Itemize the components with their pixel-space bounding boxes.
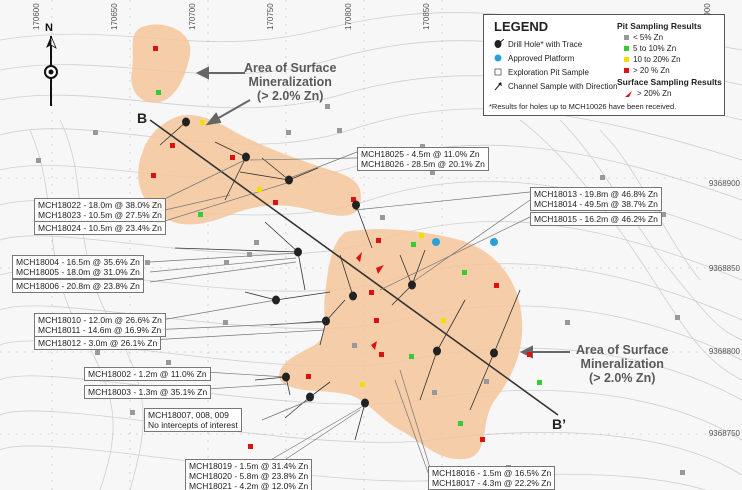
legend-item-label: > 20 % Zn — [633, 66, 670, 75]
legend-item-label: 10 to 20% Zn — [633, 55, 681, 64]
easting-label: 170600 — [32, 3, 41, 30]
legend-item-label: Exploration Pit Sample — [508, 67, 589, 77]
drill-callout — [12, 255, 144, 279]
easting-label: 170800 — [344, 3, 353, 30]
channel-arrow-icon — [492, 81, 504, 91]
legend-item — [492, 39, 582, 49]
area-label-line: (> 2.0% Zn) — [257, 89, 324, 103]
area-central — [138, 115, 361, 224]
legend-item-label: 5 to 10% Zn — [633, 44, 677, 53]
drill-callout — [530, 187, 662, 211]
callout-line: MCH18021 - 4.2m @ 12.0% Zn — [189, 481, 309, 490]
legend-pit-item — [624, 33, 663, 42]
callout-line: MCH18025 - 4.5m @ 11.0% Zn — [361, 149, 480, 159]
callout-line: MCH18026 - 28.5m @ 20.1% Zn — [361, 159, 485, 169]
legend-pit-item — [624, 55, 681, 64]
easting-label: 170850 — [422, 3, 431, 30]
callout-line: MCH18015 - 16.2m @ 46.2% Zn — [534, 214, 658, 224]
callout-line: MCH18006 - 20.8m @ 23.8% Zn — [16, 281, 140, 291]
callout-line: MCH18004 - 16.5m @ 35.6% Zn — [16, 257, 140, 267]
legend-item — [492, 53, 574, 63]
easting-label: 170700 — [188, 3, 197, 30]
drill-callout — [428, 466, 555, 490]
surface-results-header: Surface Sampling Results — [617, 77, 722, 87]
legend-item-label: Drill Hole* with Trace — [508, 39, 583, 49]
legend-surface-item — [624, 89, 671, 98]
callout-line: MCH18022 - 18.0m @ 38.0% Zn — [38, 200, 162, 210]
north-arrow — [38, 22, 64, 110]
drill-callout — [34, 221, 166, 235]
drill-callout — [34, 313, 166, 337]
northing-label: 9368750 — [708, 429, 740, 438]
northing-label: 9368800 — [708, 347, 740, 356]
swatch — [624, 68, 629, 73]
swatch — [624, 35, 629, 40]
callout-line: MCH18007, 008, 009 — [148, 410, 229, 420]
callout-line: MCH18002 - 1.2m @ 11.0% Zn — [88, 369, 207, 379]
drill-callout — [144, 408, 242, 432]
area-label-south — [576, 343, 668, 385]
pit-results-header: Pit Sampling Results — [617, 21, 702, 31]
area-label-north — [244, 61, 336, 103]
callout-line: MCH18024 - 10.5m @ 23.4% Zn — [38, 223, 162, 233]
callout-line: MCH18019 - 1.5m @ 31.4% Zn — [189, 461, 309, 471]
legend-pit-item — [624, 44, 676, 53]
surface-sample-icon — [624, 90, 633, 98]
swatch — [624, 57, 629, 62]
callout-line: MCH18017 - 4.3m @ 22.2% Zn — [432, 478, 552, 488]
callout-line: MCH18010 - 12.0m @ 26.6% Zn — [38, 315, 162, 325]
northing-label: 9368900 — [708, 179, 740, 188]
callout-line: MCH18014 - 49.5m @ 38.7% Zn — [534, 199, 658, 209]
northing-label: 9368850 — [708, 264, 740, 273]
legend-title: LEGEND — [494, 19, 549, 34]
north-arrow-icon — [38, 22, 64, 110]
legend-item-label: > 20% Zn — [637, 89, 672, 98]
drill-callout — [530, 212, 662, 226]
callout-line: MCH18005 - 18.0m @ 31.0% Zn — [16, 267, 140, 277]
north-label: N — [45, 22, 53, 34]
callout-line: MCH18012 - 3.0m @ 26.1% Zn — [38, 338, 158, 348]
legend-item — [492, 67, 589, 77]
easting-label: 170650 — [110, 3, 119, 30]
area-label-line: Mineralization — [580, 357, 664, 371]
area-label-line: Mineralization — [248, 75, 332, 89]
area-label-line: Area of Surface — [576, 343, 669, 357]
area-label-line: Area of Surface — [244, 61, 337, 75]
legend — [483, 14, 725, 116]
area-label-line: (> 2.0% Zn) — [589, 371, 656, 385]
approved-platform — [432, 238, 440, 246]
legend-item-label: < 5% Zn — [633, 33, 664, 42]
callout-line: MCH18011 - 14.6m @ 16.9% Zn — [38, 325, 162, 335]
drill-callout — [357, 147, 489, 171]
drill-callout — [84, 385, 211, 399]
drill-callout — [84, 367, 211, 381]
platform-icon — [492, 53, 504, 63]
drill-callout — [185, 459, 312, 490]
legend-item-label: Approved Platform — [508, 53, 575, 63]
callout-line: No intercepts of interest — [148, 420, 238, 430]
swatch — [624, 46, 629, 51]
drill-callout — [34, 198, 166, 222]
pit-sample-icon — [492, 67, 504, 77]
legend-item-label: Channel Sample with Direction — [508, 81, 618, 91]
easting-label: 170750 — [266, 3, 275, 30]
drill-callout — [34, 336, 161, 350]
callout-line: MCH18023 - 10.5m @ 27.5% Zn — [38, 210, 162, 220]
drill-hole-icon — [492, 39, 504, 49]
callout-line: MCH18020 - 5.8m @ 23.8% Zn — [189, 471, 309, 481]
legend-pit-item — [624, 66, 670, 75]
area-south — [279, 229, 522, 459]
callout-line: MCH18016 - 1.5m @ 16.5% Zn — [432, 468, 552, 478]
legend-note: *Results for holes up to MCH10026 have been received. — [489, 102, 677, 111]
section-end-label: B’ — [552, 416, 566, 432]
callout-line: MCH18003 - 1.3m @ 35.1% Zn — [88, 387, 208, 397]
callout-line: MCH18013 - 19.8m @ 46.8% Zn — [534, 189, 658, 199]
section-start-label: B — [137, 110, 148, 126]
legend-item — [492, 81, 617, 91]
drill-callout — [12, 279, 144, 293]
approved-platform — [490, 238, 498, 246]
